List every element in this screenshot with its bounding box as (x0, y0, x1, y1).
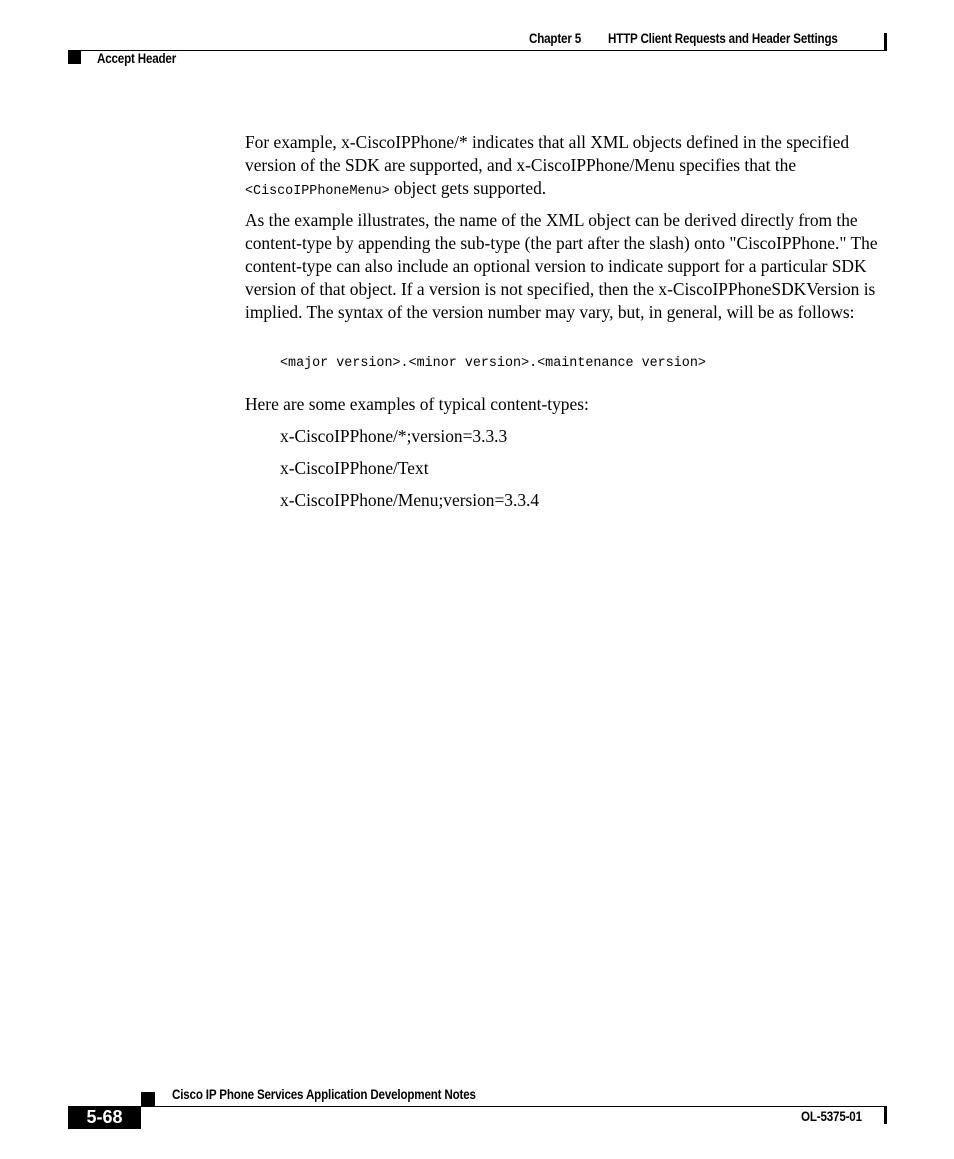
footer-rule (141, 1106, 887, 1107)
header-chapter-label: Chapter 5 (529, 31, 582, 46)
version-syntax-code: <major version>.<minor version>.<maintenance version> (280, 356, 706, 371)
footer-page-number: 5-68 (68, 1106, 141, 1129)
footer-book-title: Cisco IP Phone Services Application Development Notes (172, 1087, 476, 1102)
paragraph-text: For example, x-CiscoIPPhone/* indicates that all XML objects defined in the specified version of the SDK are supported, and x-CiscoIPPhone/Menu specifies that the (245, 132, 850, 175)
footer-doc-id: OL-5375-01 (801, 1109, 862, 1124)
header-chapter-title: HTTP Client Requests and Header Settings (608, 31, 838, 46)
content-type-example: x-CiscoIPPhone/*;version=3.3.3 (280, 426, 508, 446)
header-section-marker (68, 51, 81, 64)
inline-code: <CiscoIPPhoneMenu> (245, 184, 390, 199)
footer-marker (141, 1092, 155, 1106)
header-section-title: Accept Header (97, 51, 177, 66)
paragraph-text: object gets supported. (389, 178, 547, 198)
header-rule (68, 50, 887, 51)
content-type-example: x-CiscoIPPhone/Menu;version=3.3.4 (280, 490, 540, 510)
paragraph-object-name-derivation: As the example illustrates, the name of the XML object can be derived directly from the content-type by appending the sub-type (the part after the slash) onto "CiscoIPPhone." The content-type can also include an optional version to indicate support for a particular SDK version of that object. If a version is not specified, then the x-CiscoIPPhoneSDKVersion is implied. The syntax of the version number may vary, but, in general, will be as follows: (245, 210, 878, 322)
header-edge-bar (884, 33, 887, 50)
footer-edge-bar (884, 1106, 887, 1124)
paragraph-content-type-example (245, 131, 890, 203)
paragraph-examples-intro: Here are some examples of typical content-types: (245, 394, 589, 414)
content-type-example: x-CiscoIPPhone/Text (280, 458, 429, 478)
